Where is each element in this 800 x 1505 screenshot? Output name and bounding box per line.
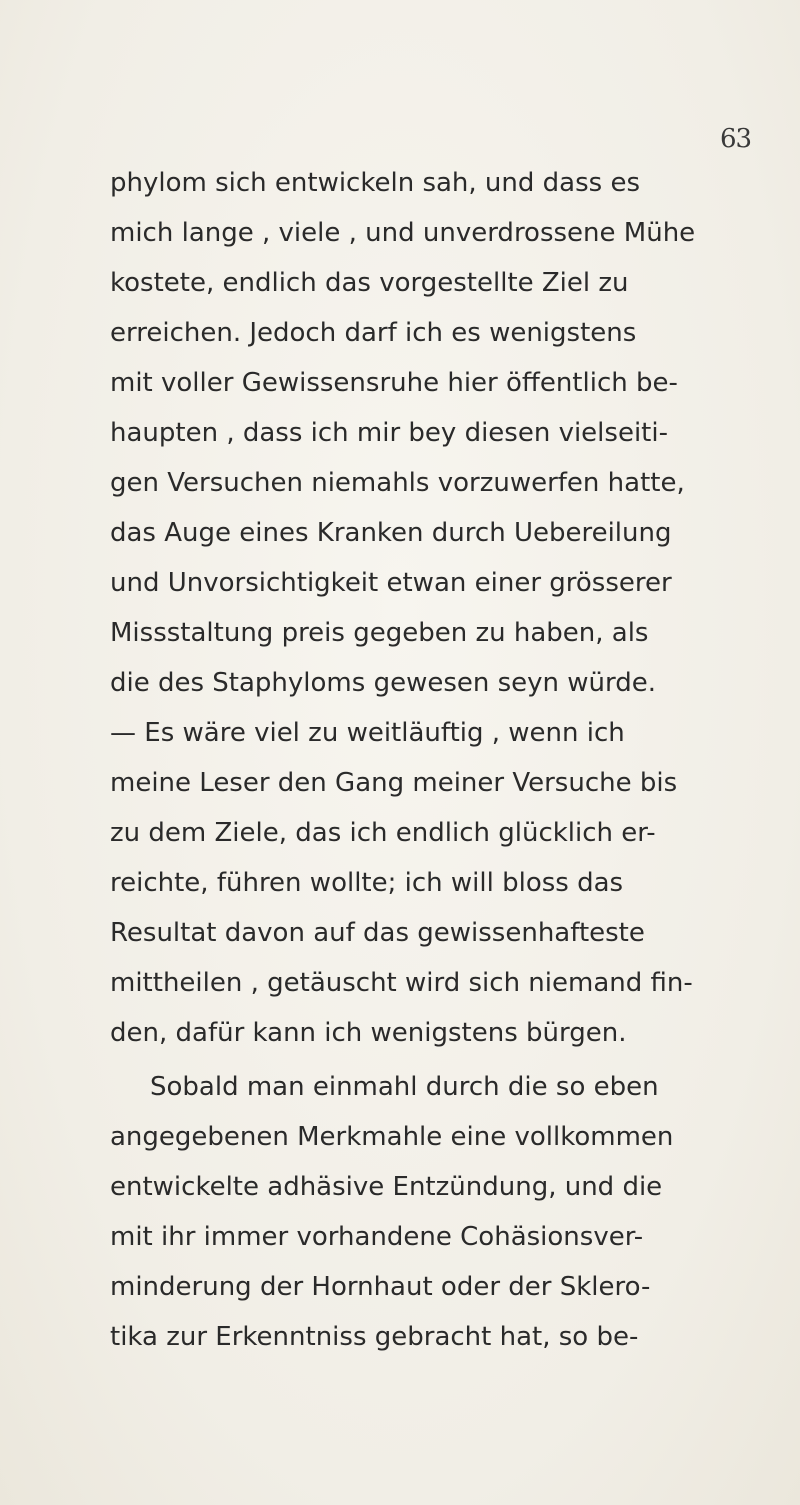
text-line: zu dem Ziele, das ich endlich glücklich er-	[110, 818, 656, 848]
text-line: phylom sich entwickeln sah, und dass es	[110, 168, 640, 198]
page-number: 63	[720, 124, 752, 154]
paragraph-2	[110, 1062, 750, 1362]
text-line: meine Leser den Gang meiner Versuche bis	[110, 768, 678, 798]
text-line: haupten , dass ich mir bey diesen vielseiti-	[110, 418, 668, 448]
text-line: mit ihr immer vorhandene Cohäsionsver-	[110, 1222, 644, 1252]
text-line: und Unvorsichtigkeit etwan einer grösserer	[110, 568, 672, 598]
text-line: das Auge eines Kranken durch Uebereilung	[110, 518, 672, 548]
text-line: Missstaltung preis gegeben zu haben, als	[110, 618, 649, 648]
text-line: minderung der Hornhaut oder der Sklero-	[110, 1272, 651, 1302]
text-line: erreichen. Jedoch darf ich es wenigstens	[110, 318, 637, 348]
text-line: Resultat davon auf das gewissenhafteste	[110, 918, 645, 948]
text-line: reichte, führen wollte; ich will bloss das	[110, 868, 624, 898]
text-line: mit voller Gewissensruhe hier öffentlich be-	[110, 368, 678, 398]
text-line: kostete, endlich das vorgestellte Ziel zu	[110, 268, 629, 298]
text-line: Sobald man einmahl durch die so eben	[150, 1072, 659, 1102]
text-line: tika zur Erkenntniss gebracht hat, so be-	[110, 1322, 639, 1352]
text-line: — Es wäre viel zu weitläuftig , wenn ich	[110, 718, 625, 748]
text-line: mittheilen , getäuscht wird sich niemand fin-	[110, 968, 693, 998]
text-line: entwickelte adhäsive Entzündung, und die	[110, 1172, 663, 1202]
paragraph-1	[110, 158, 750, 1058]
text-line: gen Versuchen niemahls vorzuwerfen hatte,	[110, 468, 685, 498]
text-line: mich lange , viele , und unverdrossene Mühe	[110, 218, 696, 248]
text-line: angegebenen Merkmahle eine vollkommen	[110, 1122, 674, 1152]
text-line: die des Staphyloms gewesen seyn würde.	[110, 668, 657, 698]
text-line: den, dafür kann ich wenigstens bürgen.	[110, 1018, 627, 1048]
